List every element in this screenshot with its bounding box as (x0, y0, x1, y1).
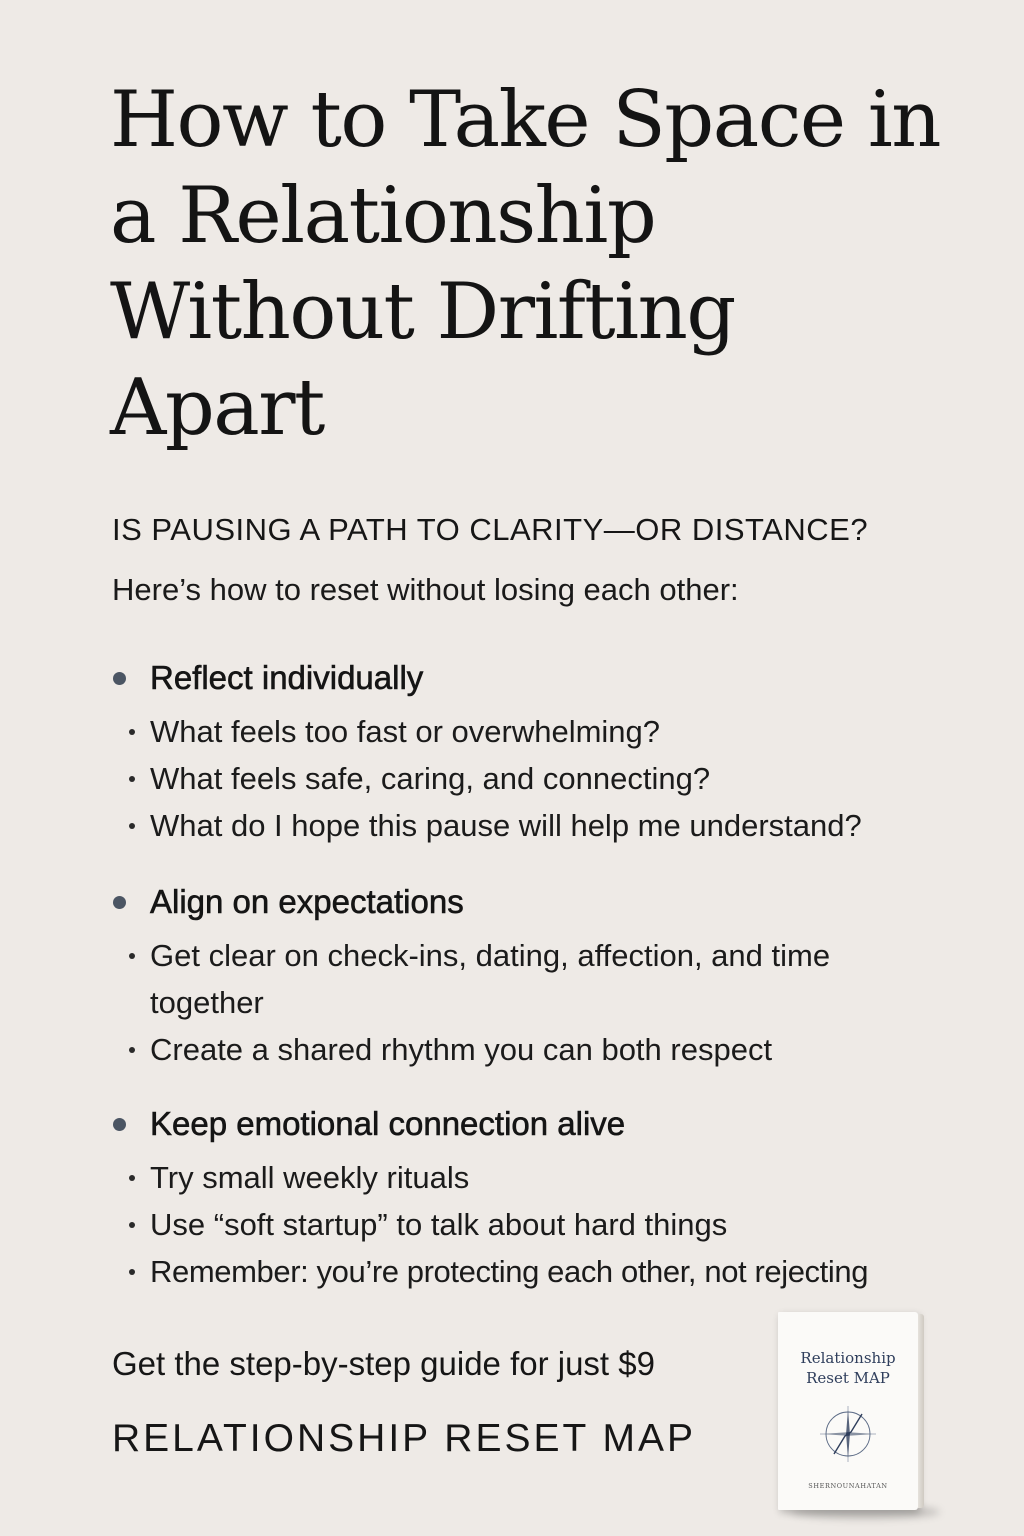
section-header (112, 656, 972, 702)
small-bullet-icon (129, 953, 135, 959)
section-title: Keep emotional connection alive (150, 1105, 626, 1142)
list-item-text: Remember: you’re protecting each other, not rejecting (150, 1254, 869, 1289)
small-bullet-icon (129, 1269, 135, 1275)
book-title-line: Relationship (800, 1349, 896, 1367)
section-align-on-expectations (112, 880, 972, 1073)
page-title: How to Take Space in a Relationship Without Drifting Apart (110, 75, 941, 453)
section-reflect-individually (112, 656, 972, 849)
list-item (112, 755, 972, 802)
small-bullet-icon (129, 776, 135, 782)
section-header (112, 880, 972, 926)
book-title-line: Reset MAP (806, 1369, 890, 1387)
book-cover (778, 1312, 918, 1510)
section-keep-emotional-connection (112, 1102, 972, 1295)
brand-name: RELATIONSHIP RESET MAP (112, 1417, 696, 1460)
compass-icon (814, 1400, 882, 1468)
intro-text: Here’s how to reset without losing each other: (112, 572, 739, 607)
section-list (112, 1154, 972, 1295)
list-item (112, 1026, 972, 1073)
list-item-text: Try small weekly rituals (150, 1160, 470, 1195)
list-item (112, 802, 972, 849)
small-bullet-icon (129, 729, 135, 735)
list-item (112, 1201, 972, 1248)
list-item (112, 1154, 972, 1201)
section-title: Align on expectations (150, 883, 464, 920)
subtitle: IS PAUSING A PATH TO CLARITY—OR DISTANCE? (112, 512, 869, 547)
bullet-dot-icon (113, 896, 126, 909)
section-header (112, 1102, 972, 1148)
list-item-text: What feels too fast or overwhelming? (150, 714, 661, 749)
small-bullet-icon (129, 1047, 135, 1053)
section-list (112, 708, 972, 849)
section-title: Reflect individually (150, 659, 424, 696)
list-item-text: What do I hope this pause will help me understand? (150, 808, 862, 843)
list-item-text: What feels safe, caring, and connecting? (150, 761, 711, 796)
list-item (112, 932, 972, 1026)
small-bullet-icon (129, 823, 135, 829)
small-bullet-icon (129, 1175, 135, 1181)
call-to-action: Get the step-by-step guide for just $9 (112, 1345, 655, 1382)
list-item-text: Create a shared rhythm you can both respect (150, 1032, 773, 1067)
list-item (112, 1248, 972, 1295)
small-bullet-icon (129, 1222, 135, 1228)
book-spine (918, 1314, 924, 1508)
list-item-text: Get clear on check-ins, dating, affection, and time together (150, 938, 831, 1020)
book-title (778, 1348, 918, 1388)
bullet-dot-icon (113, 1118, 126, 1131)
bullet-dot-icon (113, 672, 126, 685)
section-list (112, 932, 972, 1073)
list-item-text: Use “soft startup” to talk about hard things (150, 1207, 728, 1242)
book-author: SHERNOUNAHATAN (808, 1482, 888, 1490)
list-item (112, 708, 972, 755)
